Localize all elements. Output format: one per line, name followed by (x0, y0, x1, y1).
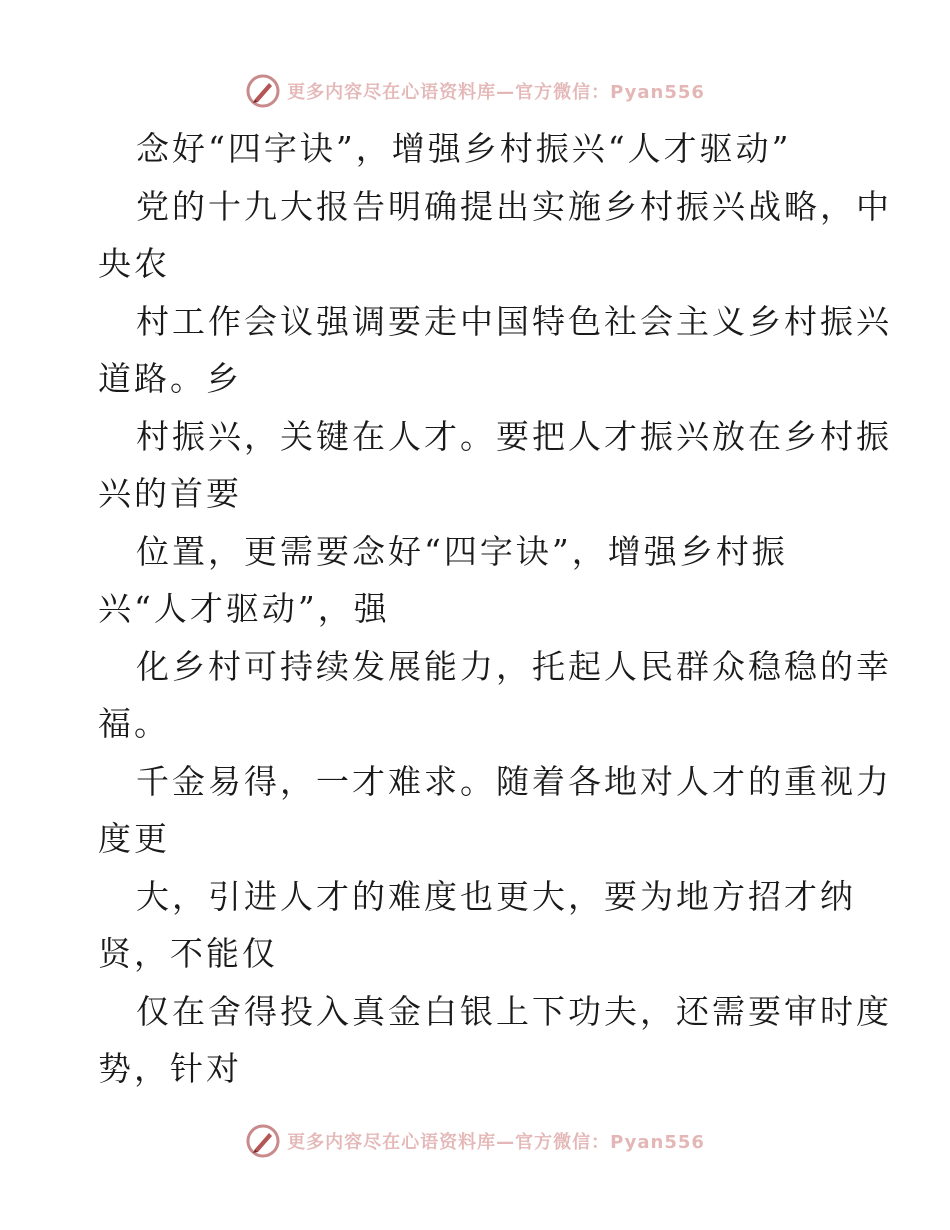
text-line: 党的十九大报告明确提出实施乡村振兴战略，中 (136, 186, 892, 226)
text-line: 度更 (98, 819, 170, 858)
text-line: 位置，更需要念好“四字诀”，增强乡村振 (136, 531, 788, 571)
watermark-text: 更多内容尽在心语资料库—官方微信：Pyan556 (287, 1132, 705, 1153)
text-line: 势，针对 (98, 1049, 242, 1088)
document-body (98, 120, 892, 1098)
text-line: 村工作会议强调要走中国特色社会主义乡村振兴 (136, 301, 892, 341)
text-line: 千金易得，一才难求。随着各地对人才的重视力 (136, 761, 892, 801)
text-line: 央农 (98, 244, 170, 283)
text-line: 村振兴，关键在人才。要把人才振兴放在乡村振 (136, 416, 892, 456)
watermark-text: 更多内容尽在心语资料库—官方微信：Pyan556 (287, 82, 705, 103)
text-line: 福。 (98, 704, 170, 743)
pen-logo-icon (245, 1123, 281, 1159)
text-line: 化乡村可持续发展能力，托起人民群众稳稳的幸 (136, 646, 892, 686)
header-watermark (0, 71, 950, 111)
text-line: 兴的首要 (98, 474, 242, 513)
text-line: 念好“四字诀”，增强乡村振兴“人才驱动” (136, 129, 792, 168)
text-line: 兴“人才驱动”，强 (98, 589, 390, 628)
footer-watermark (0, 1121, 950, 1161)
text-line: 仅在舍得投入真金白银上下功夫，还需要审时度 (136, 991, 892, 1031)
text-line: 道路。乡 (98, 359, 242, 398)
text-line: 大，引进人才的难度也更大，要为地方招才纳 (136, 876, 856, 916)
pen-logo-icon (245, 73, 281, 109)
text-line: 贤，不能仅 (98, 934, 278, 973)
